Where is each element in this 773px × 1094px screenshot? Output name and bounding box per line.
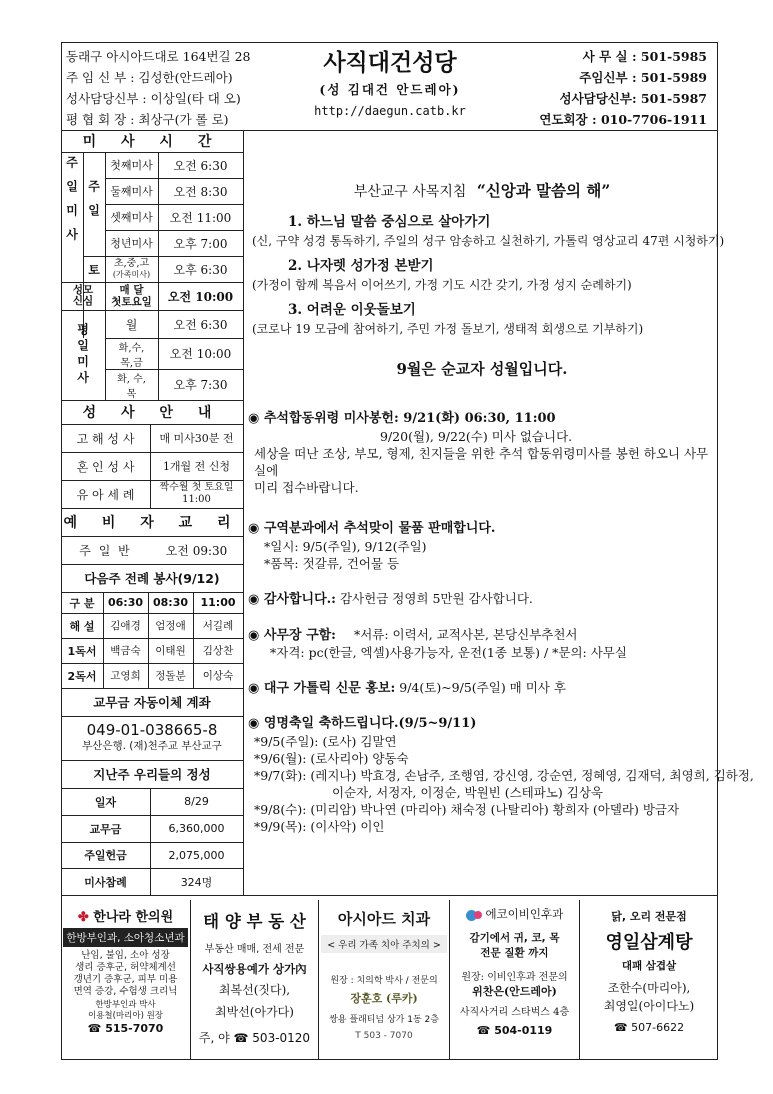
- mass-name-2: 둘째미사: [110, 185, 153, 198]
- account-bank: 부산은행. (재)천주교 부산교구: [82, 740, 222, 752]
- ad-youngil-samgyetang: 닭, 오리 전문점 영일삼계탕 대패 삼겹살 조한수(마리아), 최영일(아이다노) ☎ 507-6622: [580, 900, 718, 1060]
- weekday-name-2: 화,수,목,금: [118, 342, 145, 369]
- service-cell: 엄정애: [155, 620, 186, 632]
- sunday-mass-label: 주일미사: [64, 156, 79, 252]
- assistant-tel: 성사담당신부: 501-5987: [559, 91, 707, 106]
- notice-memorial: ◉ 추석합동위령 미사봉헌: 9/21(화) 06:30, 11:00 9/20(월), 9/22(수) 미사 없습니다. 세상을 떠난 조상, 부모, 형제, 친지들을 위한 추석 합동위령미사를 봉헌 하오니 사무실에 미리 접수바랍니다.: [248, 411, 709, 495]
- notices: [248, 410, 754, 835]
- auto-transfer-title: 교무금 자동이체 계좌: [93, 695, 211, 710]
- offering-label: 미사참례: [84, 875, 127, 889]
- ad-4-tel[interactable]: ☎ 504-0119: [476, 1024, 553, 1037]
- service-cell: 이태원: [155, 645, 186, 657]
- catechumen-title: 예 비 자 교 리: [63, 515, 241, 531]
- saturday-label: 토: [88, 262, 100, 277]
- website-link[interactable]: http://daegun.catb.kr: [314, 104, 466, 118]
- ad-1-tel[interactable]: ☎ 515-7070: [87, 1022, 164, 1035]
- notice-sale: ◉ 구역분과에서 추석맞이 물품 판매합니다. *일시: 9/5(주일), 9/12(주일) *품목: 젓갈류, 건어물 등: [248, 521, 496, 571]
- account-number: 049-01-038665-8: [86, 721, 218, 739]
- sacrament-baptism: 유 아 세 례: [76, 487, 135, 502]
- contact-tel: 연도회장 : 010-7706-1911: [539, 112, 707, 127]
- offering-value: 6,360,000: [168, 822, 225, 835]
- sacrament-marriage: 혼 인 성 사: [76, 459, 135, 474]
- guide-title-2: 2. 나자렛 성가정 본받기: [288, 258, 434, 274]
- ad-2-tel[interactable]: 주, 야 ☎ 503-0120: [198, 1031, 311, 1045]
- offering-value: 324명: [180, 875, 213, 889]
- service-header-3: 11:00: [200, 596, 236, 609]
- church-name: 사직대건성당: [323, 50, 457, 76]
- ad-taeyang-realty: 태 양 부 동 산 부동산 매매, 전세 전문 사직쌍용예가 상가內 최복선(짓다), 최박선(아가다) 주, 야 ☎ 503-0120: [191, 900, 319, 1060]
- ad-eco-ent: 에코이비인후과 감기에서 귀, 코, 목 전문 질환 까지 원장: 이비인후과 전문의 위찬은(안드레아) 사직사거리 스타벅스 4층 ☎ 504-0119: [450, 900, 580, 1060]
- service-cell: 김애경: [110, 620, 141, 632]
- weekday-mass-label: 평일미사: [75, 323, 90, 387]
- service-cell: 고영희: [110, 670, 141, 682]
- service-cell: 이상숙: [202, 670, 234, 682]
- pastor-tel: 주임신부 : 501-5989: [579, 70, 707, 85]
- guide-title-1: 1. 하느님 말씀 중심으로 살아가기: [288, 214, 491, 230]
- saturday-mass-name: 초,중,고 (가족미사): [112, 258, 151, 279]
- main-content: [252, 180, 725, 380]
- mass-times-title: 미 사 시 간: [82, 134, 222, 150]
- notice-hiring: ◉ 사무장 구함: *서류: 이력서, 교적사본, 본당신부추천서 *자격: pc(한글, 엑셀)사용가능자, 운전(1종 보통) / *문의: 사무실: [248, 627, 627, 660]
- service-header-2: 08:30: [152, 596, 188, 609]
- ad-1-tag: 한방부인과, 소아청소년과: [63, 928, 188, 947]
- mass-time-4: 오후 7:00: [173, 236, 228, 251]
- ad-5-tel[interactable]: ☎ 507-6622: [613, 1021, 685, 1034]
- offering-value: 8/29: [184, 795, 209, 808]
- notice-feast-days: ◉ 영명축일 축하드립니다.(9/5~9/11) *9/5(주일): (로사) 김말연 *9/6(월): (로사리아) 양동숙 *9/7(화): (레지나) 박효경, 손남주, 조행염, 강신영, 강순연, 정혜영, 김재덕, 최영희, 김하정, 이순자, 서정자, 이정순, 박원빈 (스테파노) 김상욱 *9/8(수): (미리암) 박나연 (마리아) 채숙정 (나탈리아) 황희자 (아델라) 방금자 *9/9(목): (이사악) 이인: [248, 716, 754, 834]
- header-right: [510, 46, 707, 130]
- service-title: 다음주 전례 봉사(9/12): [84, 571, 220, 586]
- service-header-0: 구 분: [69, 596, 95, 610]
- guide-desc-2: (가정이 함께 복음서 이어쓰기, 가정 기도 시간 갖기, 가정 성지 순례하기): [252, 278, 632, 292]
- month-notice: 9월은 순교자 성월입니다.: [396, 360, 568, 378]
- service-row-label-3: 2독서: [67, 669, 97, 683]
- sunday-label: 주일: [86, 180, 101, 228]
- weekday-time-1: 오전 6:30: [173, 317, 228, 332]
- assistant-priest: 성사담당신부 : 이상일(타 대 오): [66, 91, 241, 106]
- auto-transfer-account: [61, 716, 243, 760]
- service-row-label-1: 해 설: [69, 619, 95, 633]
- service-cell: 백금숙: [110, 645, 141, 657]
- service-cell: 김상찬: [202, 645, 234, 657]
- service-header-1: 06:30: [107, 596, 143, 609]
- notice-thanks: ◉ 감사합니다.: 감사헌금 정영희 5만원 감사합니다.: [248, 591, 533, 607]
- flower-icon: ✤: [77, 910, 89, 925]
- service-cell: 정돌분: [155, 670, 186, 682]
- patron: (성 김대건 안드레아): [319, 82, 461, 97]
- sacrament-confession: 고 해 성 사: [76, 431, 135, 446]
- offering-label: 주일헌금: [84, 849, 127, 862]
- service-row-label-2: 1독서: [67, 644, 97, 658]
- notice-newspaper: ◉ 대구 가톨릭 신문 홍보: 9/4(토)~9/5(주일) 매 미사 후: [248, 680, 566, 696]
- saturday-mass-time: 오후 6:30: [173, 262, 228, 277]
- first-saturday-name: 매 달 첫토요일: [111, 284, 152, 308]
- sacrament-baptism-desc: 짝수월 첫 토요일 11:00: [159, 482, 234, 505]
- weekday-name-3: 화, 수, 목: [117, 373, 146, 400]
- guide-desc-3: (코로나 19 모금에 참여하기, 주민 가정 돌보기, 생태적 회생으로 기부하기): [252, 322, 644, 336]
- weekday-time-3: 오후 7:30: [173, 378, 228, 392]
- mass-name-4: 청년미사: [110, 237, 153, 250]
- address: 동래구 아시아드대로 164번길 28: [66, 49, 251, 64]
- catechumen-time: 오전 09:30: [165, 543, 228, 558]
- office-tel: 사 무 실 : 501-5985: [582, 49, 707, 64]
- ad-hanara-clinic: ✤ 한나라 한의원 한방부인과, 소아청소년과 난임, 불임, 소아 성장 생리 증후군, 허약체계선 갱년기 증후군, 피부 미용 면역 증강, 수험생 크리닉 한방부인과 박사 이용철(마리아) 원장 ☎ 515-7070: [61, 900, 191, 1060]
- weekday-time-2: 오전 10:00: [169, 347, 232, 361]
- header-center: [270, 46, 510, 122]
- pastor: 주 임 신 부 : 김성한(안드레아): [66, 70, 233, 85]
- offering-title: 지난주 우리들의 정성: [93, 767, 211, 782]
- council-president: 평 협 회 장 : 최상구(가 롤 로): [66, 112, 229, 127]
- sacraments-title: 성 사 안 내: [82, 405, 222, 421]
- first-saturday-time: 오전 10:00: [167, 289, 234, 304]
- mass-name-3: 셋째미사: [110, 211, 153, 224]
- sacrament-marriage-desc: 1개월 전 신청: [162, 460, 231, 473]
- mass-time-2: 오전 8:30: [173, 184, 228, 199]
- catechumen-class: 주 일 반: [79, 543, 132, 558]
- mass-name-1: 첫째미사: [110, 159, 153, 172]
- mass-time-3: 오전 11:00: [169, 210, 232, 225]
- ad-asiad-dental: 아시아드 치과 < 우리 가족 치아 주치의 > 원장 : 치의학 박사 / 전문의 장훈호 (루카) 쌍용 플래티넘 상가 1동 2층 T 503 - 7070: [319, 900, 450, 1060]
- first-saturday-label: 성모신심: [72, 284, 94, 307]
- logo-icon: [474, 911, 482, 919]
- pastoral-theme: 부산교구 사목지침 “신앙과 말씀의 해”: [353, 181, 611, 200]
- ad-1-title: ✤ 한나라 한의원: [77, 910, 174, 925]
- service-cell: 서길례: [202, 620, 234, 632]
- weekday-name-1: 월: [125, 317, 138, 332]
- offering-label: 교무금: [89, 822, 122, 836]
- guide-title-3: 3. 어려운 이웃돌보기: [288, 302, 416, 318]
- sacrament-confession-desc: 매 미사30분 전: [159, 432, 234, 445]
- ad-3-tel[interactable]: T 503 - 7070: [355, 1031, 413, 1041]
- mass-time-1: 오전 6:30: [173, 158, 228, 173]
- offering-value: 2,075,000: [168, 848, 225, 862]
- header-left: [66, 46, 256, 130]
- offering-label: 일자: [94, 795, 117, 809]
- guide-desc-1: (신, 구약 성경 통독하기, 주일의 성구 암송하고 실천하기, 가톨릭 영상교리 47편 시청하기): [252, 234, 725, 248]
